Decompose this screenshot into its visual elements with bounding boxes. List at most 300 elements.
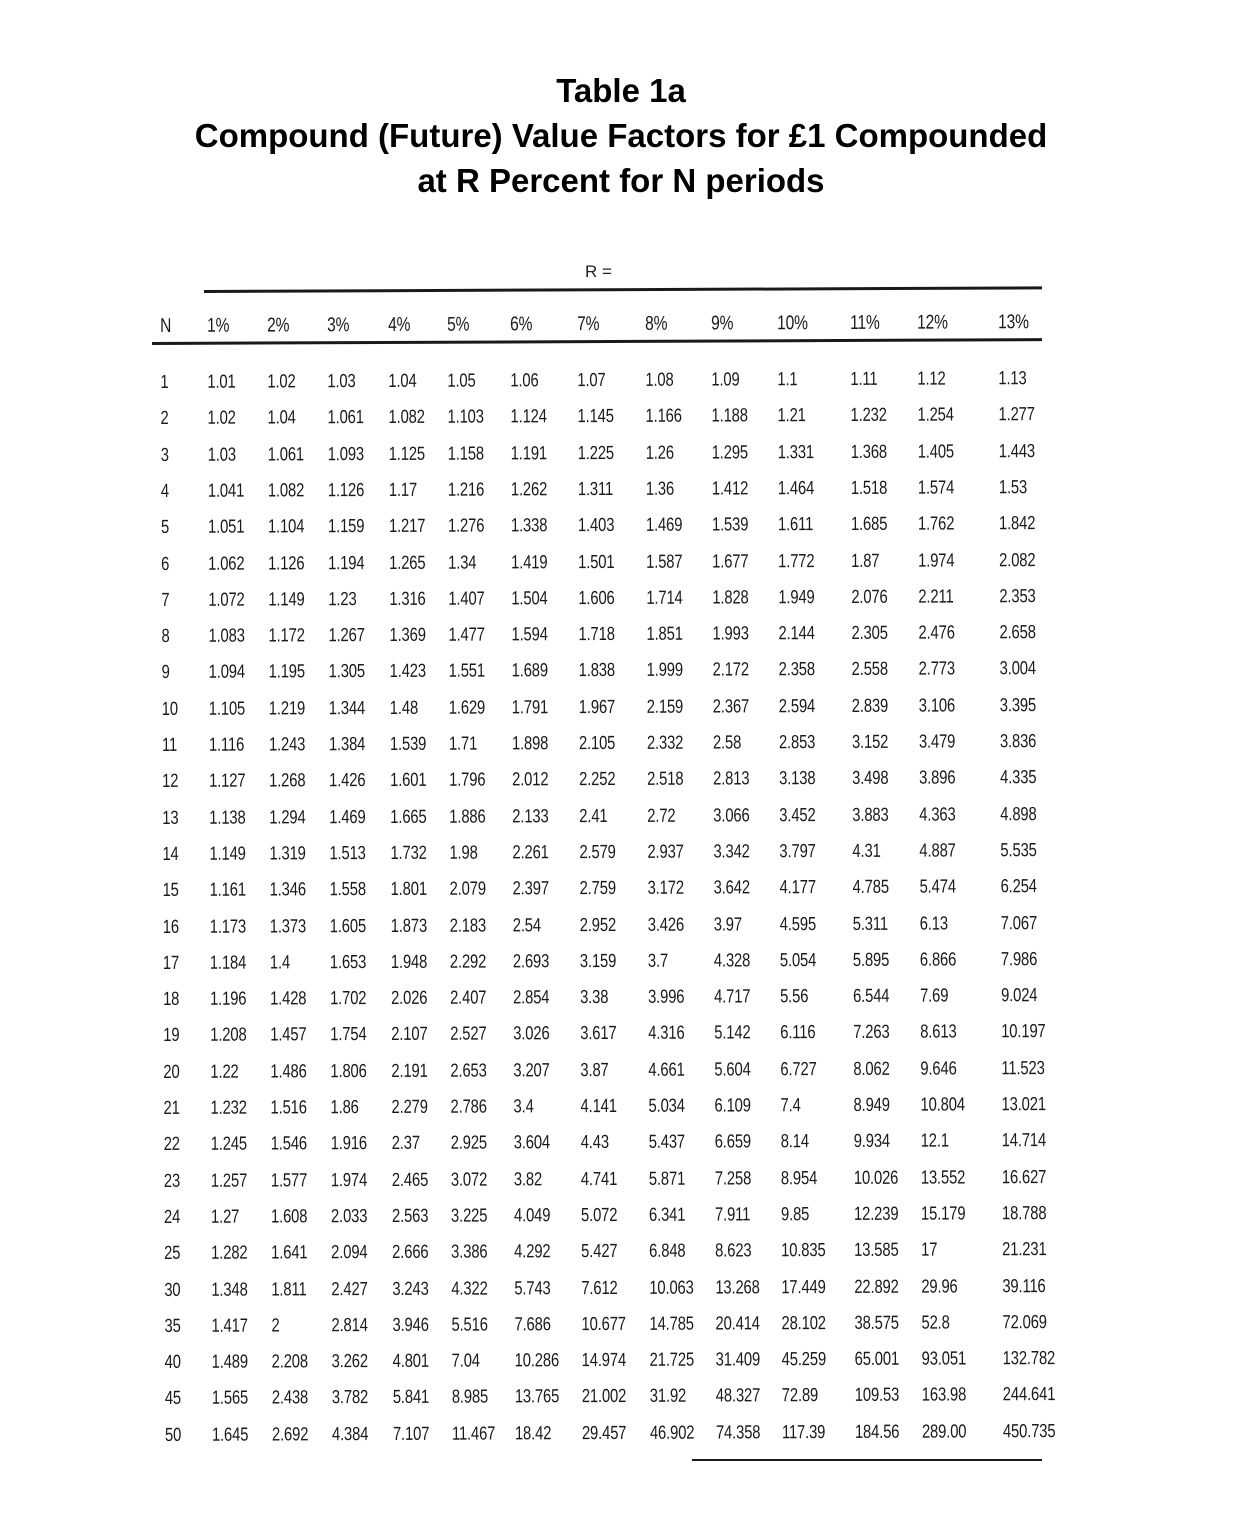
factor-cell: 13.552 (920, 1167, 966, 1189)
factor-cell: 1.539 (711, 514, 749, 536)
factor-cell: 2.211 (918, 586, 954, 608)
period-cell: 20 (163, 1061, 180, 1083)
factor-cell: 2.133 (512, 805, 549, 828)
factor-cell: 109.53 (854, 1385, 900, 1407)
factor-cell: 2.076 (851, 586, 888, 608)
factor-cell: 289.00 (921, 1421, 967, 1443)
factor-cell: 1.243 (268, 734, 306, 756)
factor-cell: 4.322 (451, 1278, 488, 1300)
factor-cell: 1.072 (208, 589, 245, 611)
factor-cell: 2.105 (578, 732, 616, 755)
factor-cell: 21.231 (1002, 1239, 1047, 1261)
factor-cell: 1.04 (267, 407, 296, 429)
factor-cell: 29.457 (581, 1422, 627, 1444)
factor-cell: 1.173 (209, 916, 247, 938)
factor-cell: 1.082 (267, 480, 305, 502)
factor-cell: 1.262 (510, 479, 548, 501)
factor-cell: 1.093 (327, 443, 365, 465)
factor-cell: 31.92 (649, 1386, 687, 1408)
factor-cell: 22.892 (854, 1276, 899, 1298)
factor-cell: 3.797 (779, 840, 816, 863)
factor-cell: 4.661 (648, 1059, 685, 1081)
header-cell-rate: 11% (850, 311, 880, 334)
period-cell: 50 (164, 1424, 182, 1446)
table-row (153, 1058, 1053, 1092)
factor-cell: 2.658 (999, 622, 1036, 644)
period-cell: 7 (161, 589, 170, 611)
period-cell: 9 (161, 662, 170, 684)
factor-cell: 1.457 (270, 1024, 307, 1046)
factor-cell: 1.07 (577, 370, 606, 392)
factor-cell: 1.641 (271, 1242, 308, 1264)
factor-cell: 1.999 (646, 660, 683, 682)
factor-cell: 2.666 (392, 1241, 429, 1264)
factor-cell: 1.373 (269, 915, 307, 937)
factor-cell: 65.001 (854, 1348, 900, 1371)
header-cell-rate: 5% (447, 313, 470, 336)
factor-cell: 2.094 (331, 1242, 368, 1264)
factor-cell: 10.197 (1001, 1021, 1046, 1043)
header-cell-rate: 13% (998, 311, 1029, 334)
factor-cell: 3.97 (713, 913, 743, 936)
factor-cell: 1.677 (712, 550, 749, 573)
factor-cell: 1.294 (269, 806, 306, 829)
factor-cell: 3.225 (450, 1205, 488, 1227)
header-cell-rate: 1% (207, 314, 230, 337)
period-cell: 14 (162, 843, 179, 865)
factor-cell: 5.427 (581, 1241, 618, 1263)
factor-cell: 1.608 (270, 1206, 308, 1228)
factor-cell: 1.518 (850, 477, 888, 499)
factor-cell: 14.714 (1001, 1130, 1047, 1152)
factor-cell: 2.033 (330, 1205, 368, 1228)
factor-cell: 7.067 (1000, 912, 1038, 934)
factor-cell: 1.838 (578, 660, 615, 682)
factor-cell: 1.26 (645, 442, 674, 464)
factor-cell: 13.268 (715, 1276, 760, 1299)
factor-cell: 6.109 (714, 1095, 751, 1117)
factor-cell: 1.27 (210, 1206, 240, 1228)
table-row (154, 1130, 1054, 1164)
factor-cell: 1.762 (917, 513, 955, 535)
period-cell: 18 (163, 988, 180, 1011)
factor-cell: 17 (921, 1239, 938, 1261)
factor-cell: 5.142 (714, 1022, 751, 1044)
factor-cell: 1.948 (390, 951, 428, 973)
table-row (151, 550, 1051, 584)
factor-cell: 3.426 (647, 914, 685, 936)
factor-cell: 1.504 (511, 588, 548, 610)
factor-cell: 1.469 (329, 806, 366, 828)
factor-cell: 2.693 (512, 951, 550, 973)
factor-cell: 1.051 (207, 516, 245, 538)
factor-cell: 2.54 (512, 914, 542, 936)
factor-cell: 7.686 (514, 1314, 551, 1336)
factor-cell: 2.41 (579, 805, 608, 827)
factor-cell: 7.69 (919, 985, 949, 1007)
factor-cell: 7.258 (714, 1167, 752, 1190)
factor-cell: 46.902 (649, 1422, 695, 1444)
factor-cell: 2.518 (647, 768, 684, 791)
table-row (154, 1312, 1054, 1346)
factor-cell: 12.239 (853, 1203, 899, 1225)
factor-cell: 9.024 (1000, 985, 1038, 1007)
factor-cell: 7.986 (1000, 948, 1038, 971)
factor-cell: 8.623 (715, 1240, 752, 1262)
factor-cell: 2.107 (391, 1024, 428, 1046)
factor-cell: 3.617 (580, 1023, 617, 1045)
factor-cell: 15.179 (920, 1203, 966, 1225)
factor-cell: 1.041 (207, 480, 245, 502)
factor-cell: 6.13 (919, 913, 949, 935)
factor-cell: 20.414 (715, 1313, 760, 1335)
factor-cell: 3.106 (918, 695, 956, 717)
table-row (152, 658, 1052, 692)
factor-cell: 9.646 (920, 1058, 957, 1080)
factor-cell: 3.172 (647, 877, 684, 900)
header-cell-n: N (160, 314, 172, 337)
factor-cell: 1.194 (328, 552, 365, 574)
factor-cell: 1.34 (448, 552, 477, 574)
factor-cell: 72.069 (1002, 1311, 1047, 1334)
factor-cell: 1.949 (778, 586, 815, 609)
factor-cell: 3.479 (918, 731, 956, 753)
period-cell: 30 (164, 1279, 181, 1301)
factor-cell: 1.974 (918, 549, 955, 572)
factor-cell: 14.974 (581, 1350, 627, 1372)
table-row (152, 804, 1052, 838)
factor-cell: 2.773 (918, 658, 955, 681)
factor-cell: 2.332 (646, 732, 684, 754)
title-line-2: Compound (Future) Value Factors for £1 Compounded (194, 117, 1048, 154)
factor-cell: 1.02 (267, 371, 296, 393)
factor-cell: 1.105 (208, 698, 246, 720)
factor-cell: 6.116 (780, 1022, 816, 1044)
factor-cell: 1.124 (510, 406, 547, 428)
factor-cell: 1.126 (268, 552, 305, 574)
factor-cell: 11.467 (451, 1423, 496, 1445)
period-cell: 3 (160, 444, 169, 466)
factor-cell: 1.645 (211, 1424, 249, 1446)
factor-cell: 13.021 (1001, 1094, 1046, 1116)
factor-cell: 1.369 (389, 624, 426, 647)
factor-cell: 6.254 (1000, 876, 1037, 898)
factor-cell: 2.279 (391, 1096, 428, 1118)
factor-cell: 7.107 (392, 1423, 430, 1445)
factor-cell: 52.8 (921, 1312, 950, 1334)
factor-cell: 3.026 (513, 1023, 550, 1045)
factor-cell: 1.611 (777, 514, 814, 536)
factor-cell: 5.311 (852, 913, 888, 935)
factor-cell: 1.417 (211, 1315, 248, 1337)
factor-cell: 48.327 (715, 1385, 761, 1407)
factor-cell: 1.254 (917, 404, 954, 426)
factor-cell: 5.604 (714, 1059, 751, 1081)
factor-cell: 1.188 (711, 405, 748, 427)
factor-cell: 1.138 (209, 807, 246, 829)
period-cell: 17 (162, 952, 180, 974)
factor-cell: 184.56 (854, 1421, 900, 1443)
factor-cell: 1.86 (330, 1097, 359, 1119)
factor-cell: 3.138 (779, 768, 816, 790)
factor-cell: 1.916 (330, 1133, 368, 1155)
factor-cell: 1.208 (210, 1024, 247, 1047)
factor-cell: 14.785 (649, 1313, 694, 1335)
period-cell: 11 (161, 734, 178, 756)
period-cell: 21 (163, 1097, 180, 1119)
factor-cell: 2.358 (778, 659, 815, 681)
factor-cell: 2.183 (449, 915, 487, 937)
factor-cell: 1.993 (712, 623, 749, 645)
factor-cell: 10.063 (649, 1277, 694, 1299)
factor-cell: 6.659 (714, 1131, 752, 1153)
factor-cell: 6.848 (649, 1240, 686, 1263)
factor-cell: 1.196 (210, 988, 247, 1010)
period-cell: 35 (164, 1315, 181, 1337)
period-cell: 25 (164, 1243, 181, 1265)
factor-cell: 1.116 (208, 734, 245, 756)
table-row (153, 1094, 1053, 1128)
factor-cell: 1.268 (269, 770, 306, 792)
factor-cell: 28.102 (781, 1312, 826, 1335)
table-row (154, 1203, 1054, 1237)
factor-cell: 1.11 (850, 368, 878, 390)
factor-cell: 4.887 (919, 840, 956, 862)
factor-cell: 7.263 (853, 1022, 890, 1044)
factor-cell: 1.873 (390, 915, 428, 937)
factor-cell: 1.489 (211, 1351, 248, 1373)
header-cell-rate: 4% (388, 313, 411, 336)
factor-cell: 1.172 (268, 625, 305, 647)
factor-cell: 3.7 (647, 950, 669, 972)
factor-cell: 1.232 (210, 1097, 247, 1119)
table-row (155, 1421, 1055, 1455)
factor-cell: 2.261 (512, 842, 549, 864)
factor-cell: 1.082 (388, 407, 425, 429)
factor-cell: 1.403 (577, 515, 615, 537)
factor-cell: 4.384 (331, 1423, 369, 1445)
factor-cell: 2.144 (778, 623, 815, 645)
factor-cell: 1.974 (330, 1169, 368, 1191)
factor-cell: 1.577 (270, 1169, 308, 1192)
factor-cell: 1.426 (329, 770, 366, 792)
factor-cell: 1.348 (211, 1279, 248, 1301)
factor-cell: 1.689 (511, 660, 548, 682)
factor-cell: 1.87 (851, 550, 880, 572)
factor-cell: 1.842 (998, 513, 1036, 535)
factor-cell: 1.574 (917, 477, 955, 499)
factor-cell: 31.409 (715, 1349, 761, 1371)
header-cell-rate: 3% (327, 314, 350, 337)
factor-cell: 1.232 (850, 405, 887, 427)
factor-cell: 4.31 (852, 840, 881, 862)
factor-cell: 1.149 (209, 843, 246, 865)
factor-cell: 29.96 (921, 1275, 958, 1298)
factor-cell: 2.839 (851, 695, 889, 717)
factor-cell: 2.937 (647, 841, 684, 863)
factor-cell: 1.653 (329, 951, 367, 974)
factor-cell: 5.895 (852, 949, 890, 971)
table-row (154, 1167, 1054, 1201)
factor-cell: 8.062 (853, 1058, 890, 1080)
factor-cell: 3.4 (513, 1096, 534, 1118)
factor-cell: 8.949 (853, 1094, 890, 1116)
factor-cell: 2.476 (918, 622, 955, 644)
factor-cell: 3.782 (331, 1387, 369, 1409)
period-cell: 45 (164, 1388, 182, 1410)
factor-cell: 6.341 (648, 1204, 686, 1226)
factor-cell: 2.172 (712, 659, 749, 681)
factor-cell: 1.718 (578, 624, 615, 646)
factor-cell: 1.629 (448, 697, 486, 719)
factor-cell: 2.813 (713, 768, 750, 790)
factor-cell: 3.642 (713, 877, 750, 899)
factor-cell: 2.594 (778, 695, 816, 717)
factor-cell: 1.754 (330, 1024, 367, 1046)
factor-cell: 4.292 (514, 1241, 551, 1263)
factor-cell: 3.159 (579, 950, 617, 972)
factor-cell: 1.127 (209, 770, 246, 793)
factor-cell: 3.386 (451, 1241, 488, 1263)
table-row (151, 513, 1051, 547)
factor-cell: 9.934 (853, 1131, 891, 1153)
factor-cell: 8.954 (780, 1167, 818, 1189)
factor-cell: 3.498 (852, 768, 889, 790)
period-cell: 5 (160, 517, 170, 539)
factor-cell: 1.732 (390, 842, 427, 864)
factor-cell: 4.898 (1000, 803, 1037, 825)
factor-cell: 3.883 (852, 804, 889, 826)
table-bottom-rule (692, 1459, 1042, 1461)
table-row (151, 622, 1051, 656)
factor-cell: 4.741 (580, 1168, 618, 1190)
factor-cell: 1.17 (388, 479, 418, 501)
factor-cell: 1.12 (917, 368, 946, 390)
factor-cell: 2.558 (851, 659, 888, 681)
factor-cell: 4.717 (714, 986, 751, 1008)
factor-cell: 2.563 (391, 1205, 429, 1227)
factor-cell: 6.544 (853, 985, 890, 1008)
table-row (153, 985, 1053, 1019)
factor-cell: 39.116 (1002, 1275, 1046, 1297)
table-row (153, 913, 1053, 947)
factor-cell: 8.985 (451, 1386, 489, 1409)
factor-cell: 2.854 (513, 987, 550, 1009)
factor-cell: 2.438 (271, 1387, 309, 1409)
factor-cell: 4.049 (513, 1205, 551, 1227)
factor-cell: 2.853 (778, 732, 816, 754)
period-cell: 4 (160, 480, 169, 502)
factor-cell: 1.791 (511, 696, 549, 719)
factor-cell: 1.685 (850, 513, 888, 536)
factor-cell: 1.311 (577, 478, 614, 501)
factor-cell: 4.785 (852, 876, 889, 899)
factor-cell: 1.083 (208, 625, 245, 647)
factor-cell: 1.265 (389, 552, 426, 574)
factor-cell: 1.08 (645, 369, 674, 391)
factor-cell: 5.516 (451, 1314, 488, 1336)
table-row (152, 731, 1052, 765)
factor-cell: 1.23 (328, 588, 357, 611)
factor-cell: 1.166 (645, 405, 682, 428)
factor-cell: 450.735 (1002, 1420, 1056, 1442)
factor-cell: 1.104 (267, 516, 305, 538)
factor-cell: 2.759 (579, 878, 616, 900)
factor-cell: 1.601 (390, 770, 427, 792)
factor-cell: 1.217 (388, 515, 426, 538)
period-cell: 22 (163, 1134, 180, 1156)
factor-cell: 1.98 (449, 842, 478, 864)
factor-cell: 3.072 (450, 1169, 488, 1191)
table-row (150, 404, 1050, 438)
factor-cell: 3.946 (392, 1314, 429, 1336)
factor-cell: 13.765 (514, 1386, 560, 1408)
table-row (155, 1348, 1055, 1382)
factor-cell: 1.191 (510, 442, 548, 465)
factor-cell: 2.012 (512, 769, 549, 791)
factor-cell: 1.184 (209, 952, 247, 974)
factor-cell: 3.604 (513, 1132, 551, 1154)
factor-cell: 3.996 (648, 986, 685, 1008)
table-row (151, 586, 1051, 620)
factor-cell: 1.338 (510, 515, 548, 537)
table-row (154, 1276, 1054, 1310)
factor-cell: 1.407 (448, 588, 485, 610)
period-cell: 16 (162, 916, 179, 938)
rate-axis-label: R = (585, 262, 612, 281)
factor-cell: 3.896 (919, 767, 956, 789)
factor-cell: 3.342 (713, 841, 750, 863)
factor-cell: 1.486 (270, 1061, 307, 1083)
factor-cell: 45.259 (781, 1349, 827, 1371)
factor-cell: 1.36 (645, 478, 675, 500)
factor-cell: 163.98 (921, 1384, 967, 1407)
table-row (151, 477, 1051, 511)
factor-cell: 2.026 (391, 987, 428, 1010)
factor-cell: 4.801 (392, 1350, 429, 1373)
factor-cell: 5.034 (648, 1095, 685, 1117)
period-cell: 15 (162, 880, 179, 902)
factor-cell: 3.395 (999, 694, 1037, 716)
factor-cell: 1.801 (390, 878, 427, 901)
factor-cell: 10.286 (514, 1350, 560, 1372)
factor-cell: 4.316 (648, 1023, 685, 1045)
factor-cell: 1.477 (448, 624, 485, 646)
factor-cell: 8.14 (780, 1131, 809, 1153)
factor-cell: 2.305 (851, 622, 888, 645)
factor-cell: 2.191 (391, 1060, 428, 1082)
period-cell: 2 (160, 408, 169, 430)
factor-cell: 1.368 (850, 441, 888, 463)
factor-cell: 1.772 (778, 550, 815, 572)
table-row (153, 1021, 1053, 1055)
factor-cell: 5.535 (1000, 840, 1037, 862)
period-cell: 40 (164, 1351, 181, 1374)
header-cell-rate: 8% (645, 312, 668, 335)
table-row (154, 1239, 1054, 1273)
factor-cell: 12.1 (920, 1130, 949, 1152)
factor-cell: 2.952 (579, 914, 617, 936)
period-cell: 13 (162, 807, 179, 829)
factor-cell: 4.595 (779, 913, 817, 935)
factor-cell: 1.886 (449, 806, 486, 828)
factor-cell: 1.159 (327, 516, 365, 538)
period-cell: 1 (160, 371, 169, 393)
factor-cell: 132.782 (1002, 1348, 1056, 1370)
factor-cell: 18.42 (514, 1422, 552, 1445)
factor-cell: 1.419 (511, 551, 548, 573)
factor-cell: 1.898 (511, 733, 549, 755)
